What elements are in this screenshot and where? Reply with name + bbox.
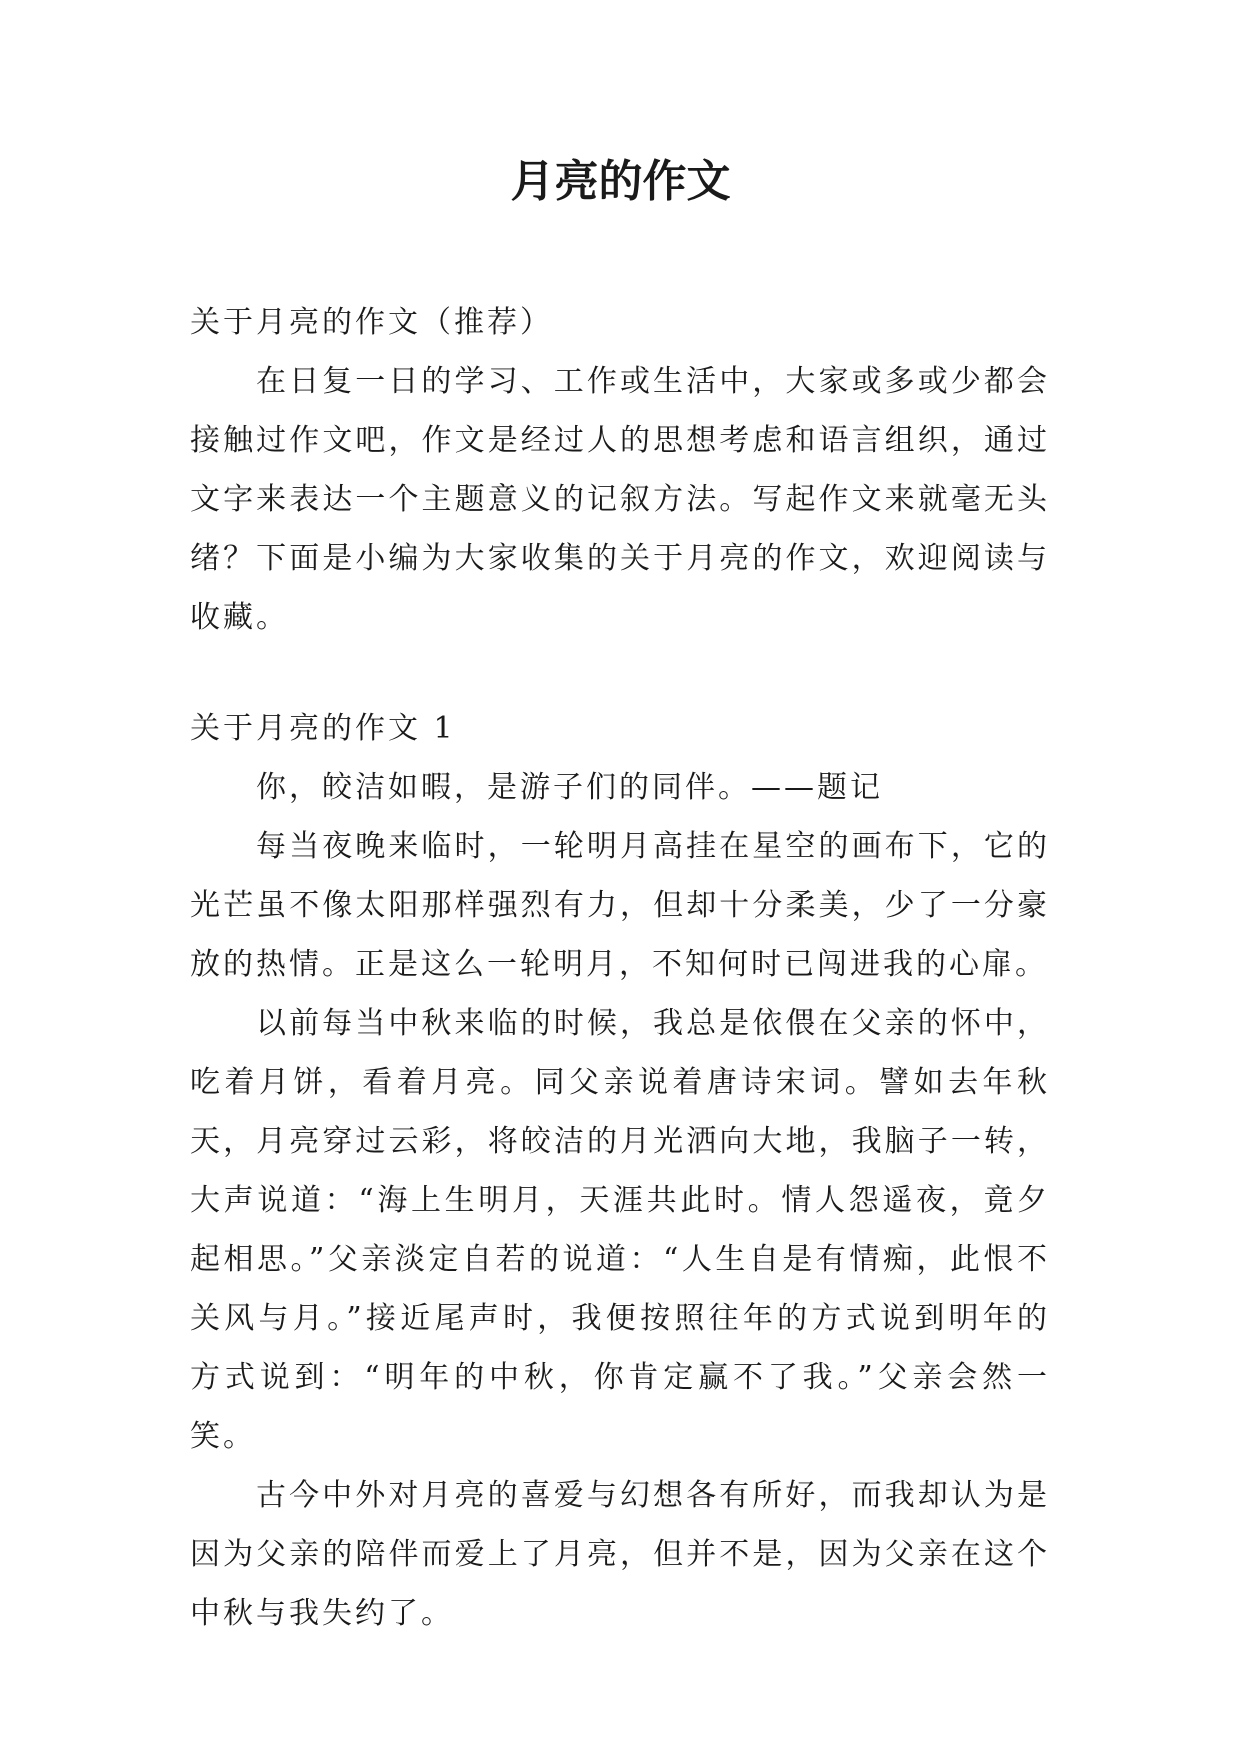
section-heading-main: 关于月亮的作文（推荐） [190, 305, 553, 340]
section-heading-1: 关于月亮的作文 1 [190, 711, 456, 746]
paragraph-epigraph: 你，皎洁如暇，是游子们的同伴。——题记 [256, 770, 883, 805]
paragraph-moon-night: 每当夜晚来临时，一轮明月高挂在星空的画布下，它的光芒虽不像太阳那样强烈有力，但却十分柔美，少了一分豪放的热情。正是这么一轮明月，不知何时已闯进我的心扉。 [190, 829, 1050, 982]
paragraph-mid-autumn-memory: 以前每当中秋来临的时候，我总是依偎在父亲的怀中，吃着月饼，看着月亮。同父亲说着唐诗宋词。譬如去年秋天，月亮穿过云彩，将皎洁的月光洒向大地，我脑子一转，大声说道：“海上生明月，天涯共此时。情人怨遥夜，竟夕起相思。”父亲淡定自若的说道：“人生自是有情痴，此恨不关风与月。”接近尾声时，我便按照往年的方式说到明年的方式说到：“明年的中秋，你肯定赢不了我。”父亲会然一笑。 [190, 1006, 1050, 1454]
paragraph-conclusion: 古今中外对月亮的喜爱与幻想各有所好，而我却认为是因为父亲的陪伴而爱上了月亮，但并不是，因为父亲在这个中秋与我失约了。 [190, 1478, 1050, 1631]
intro-paragraph: 在日复一日的学习、工作或生活中，大家或多或少都会接触过作文吧，作文是经过人的思想考虑和语言组织，通过文字来表达一个主题意义的记叙方法。写起作文来就毫无头绪？下面是小编为大家收集的关于月亮的作文，欢迎阅读与收藏。 [190, 364, 1050, 635]
document-title: 月亮的作文 [510, 156, 731, 207]
document-body [190, 293, 1050, 1643]
section-spacer [190, 647, 1050, 699]
